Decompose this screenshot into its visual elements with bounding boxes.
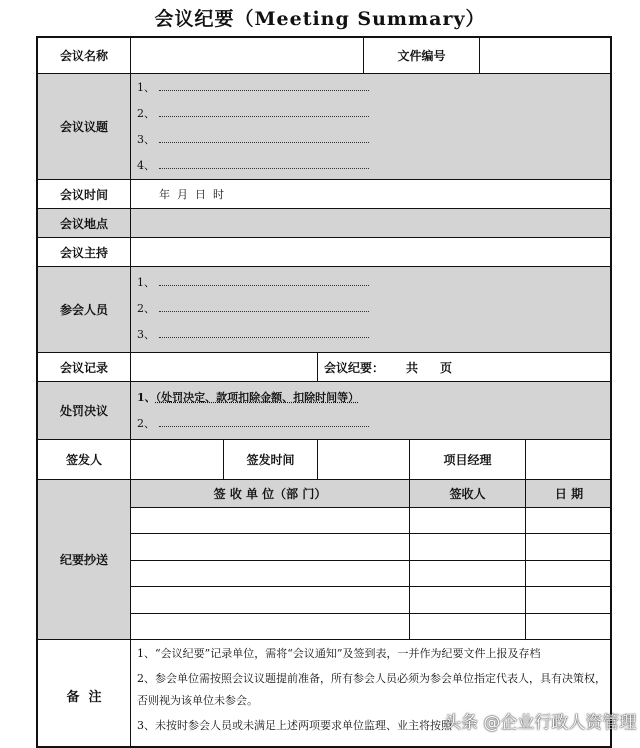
copy-to-label: 纪要抄送 (38, 480, 131, 640)
copy-date-cell[interactable] (526, 508, 612, 534)
doc-number-label: 文件编号 (364, 38, 480, 74)
meeting-topic-label: 会议议题 (38, 74, 131, 180)
meeting-name-label: 会议名称 (38, 38, 131, 74)
meeting-topic-field[interactable] (131, 74, 612, 180)
pages-total-label: 共 (406, 360, 419, 375)
remark-note-3: 3、未按时参会人员或未满足上述两项要求单位监理、业主将按照 (137, 719, 452, 732)
copy-receiver-cell[interactable] (410, 508, 526, 534)
copy-table-header-receiver: 签收人 (410, 480, 526, 508)
copy-unit-cell[interactable] (131, 587, 410, 613)
issuer-field[interactable] (131, 440, 224, 480)
attendees-label: 参会人员 (38, 267, 131, 353)
penalty-label: 处罚决议 (38, 382, 131, 440)
minutes-pages-field[interactable] (318, 353, 612, 382)
copy-receiver-cell[interactable] (410, 534, 526, 560)
attendees-field[interactable] (131, 267, 612, 353)
attendee-line: 3、 (137, 326, 369, 342)
issue-time-label: 签发时间 (224, 440, 318, 480)
remark-note-2: 2、参会单位需按照会议议题提前准备，所有参会人员必须为参会单位指定代表人，具有决策权，否则视为该单位未参会。 (137, 672, 606, 707)
copy-date-cell[interactable] (526, 561, 612, 587)
topic-line: 4、 (137, 157, 369, 173)
document-title: 会议纪要（Meeting Summary） (154, 8, 486, 30)
topic-line: 3、 (137, 131, 369, 147)
copy-date-cell[interactable] (526, 587, 612, 613)
copy-table-header-unit: 签 收 单 位（部 门） (131, 480, 410, 508)
project-manager-label: 项目经理 (410, 440, 526, 480)
pages-unit-label: 页 (440, 360, 453, 375)
attendee-line: 2、 (137, 300, 369, 316)
minutes-pages-label: 会议纪要： (324, 360, 385, 375)
copy-table-header-date: 日 期 (526, 480, 612, 508)
copy-receiver-cell[interactable] (410, 614, 526, 640)
copy-unit-cell[interactable] (131, 614, 410, 640)
watermark-text: 头条 @企业行政人资管理 (444, 713, 637, 733)
copy-unit-cell[interactable] (131, 508, 410, 534)
meeting-host-label: 会议主持 (38, 238, 131, 267)
copy-unit-cell[interactable] (131, 561, 410, 587)
meeting-place-label: 会议地点 (38, 209, 131, 238)
topic-line: 2、 (137, 105, 369, 121)
meeting-place-field[interactable] (131, 209, 612, 238)
meeting-time-field[interactable]: 年 月 日 时 (131, 180, 612, 209)
project-manager-field[interactable] (526, 440, 612, 480)
recorder-field[interactable] (131, 353, 318, 382)
attendee-line: 1、 (137, 274, 369, 290)
copy-date-cell[interactable] (526, 534, 612, 560)
penalty-line: 1、（处罚决定、款项扣除金额、扣除时间等） (137, 391, 360, 404)
meeting-time-label: 会议时间 (38, 180, 131, 209)
remark-note-1: 1、“会议纪要”记录单位，需将“会议通知”及签到表，一并作为纪要文件上报及存档 (137, 647, 541, 660)
issue-time-field[interactable] (318, 440, 410, 480)
penalty-line: 2、 (137, 415, 369, 431)
penalty-field[interactable] (131, 382, 612, 440)
copy-date-cell[interactable] (526, 614, 612, 640)
copy-unit-cell[interactable] (131, 534, 410, 560)
meeting-name-field[interactable] (131, 38, 364, 74)
meeting-summary-form (36, 36, 612, 748)
issuer-label: 签发人 (38, 440, 131, 480)
meeting-host-field[interactable] (131, 238, 612, 267)
copy-receiver-cell[interactable] (410, 561, 526, 587)
recorder-label: 会议记录 (38, 353, 131, 382)
doc-number-field[interactable] (480, 38, 612, 74)
copy-receiver-cell[interactable] (410, 587, 526, 613)
topic-line: 1、 (137, 79, 369, 95)
remark-label: 备 注 (38, 640, 131, 748)
